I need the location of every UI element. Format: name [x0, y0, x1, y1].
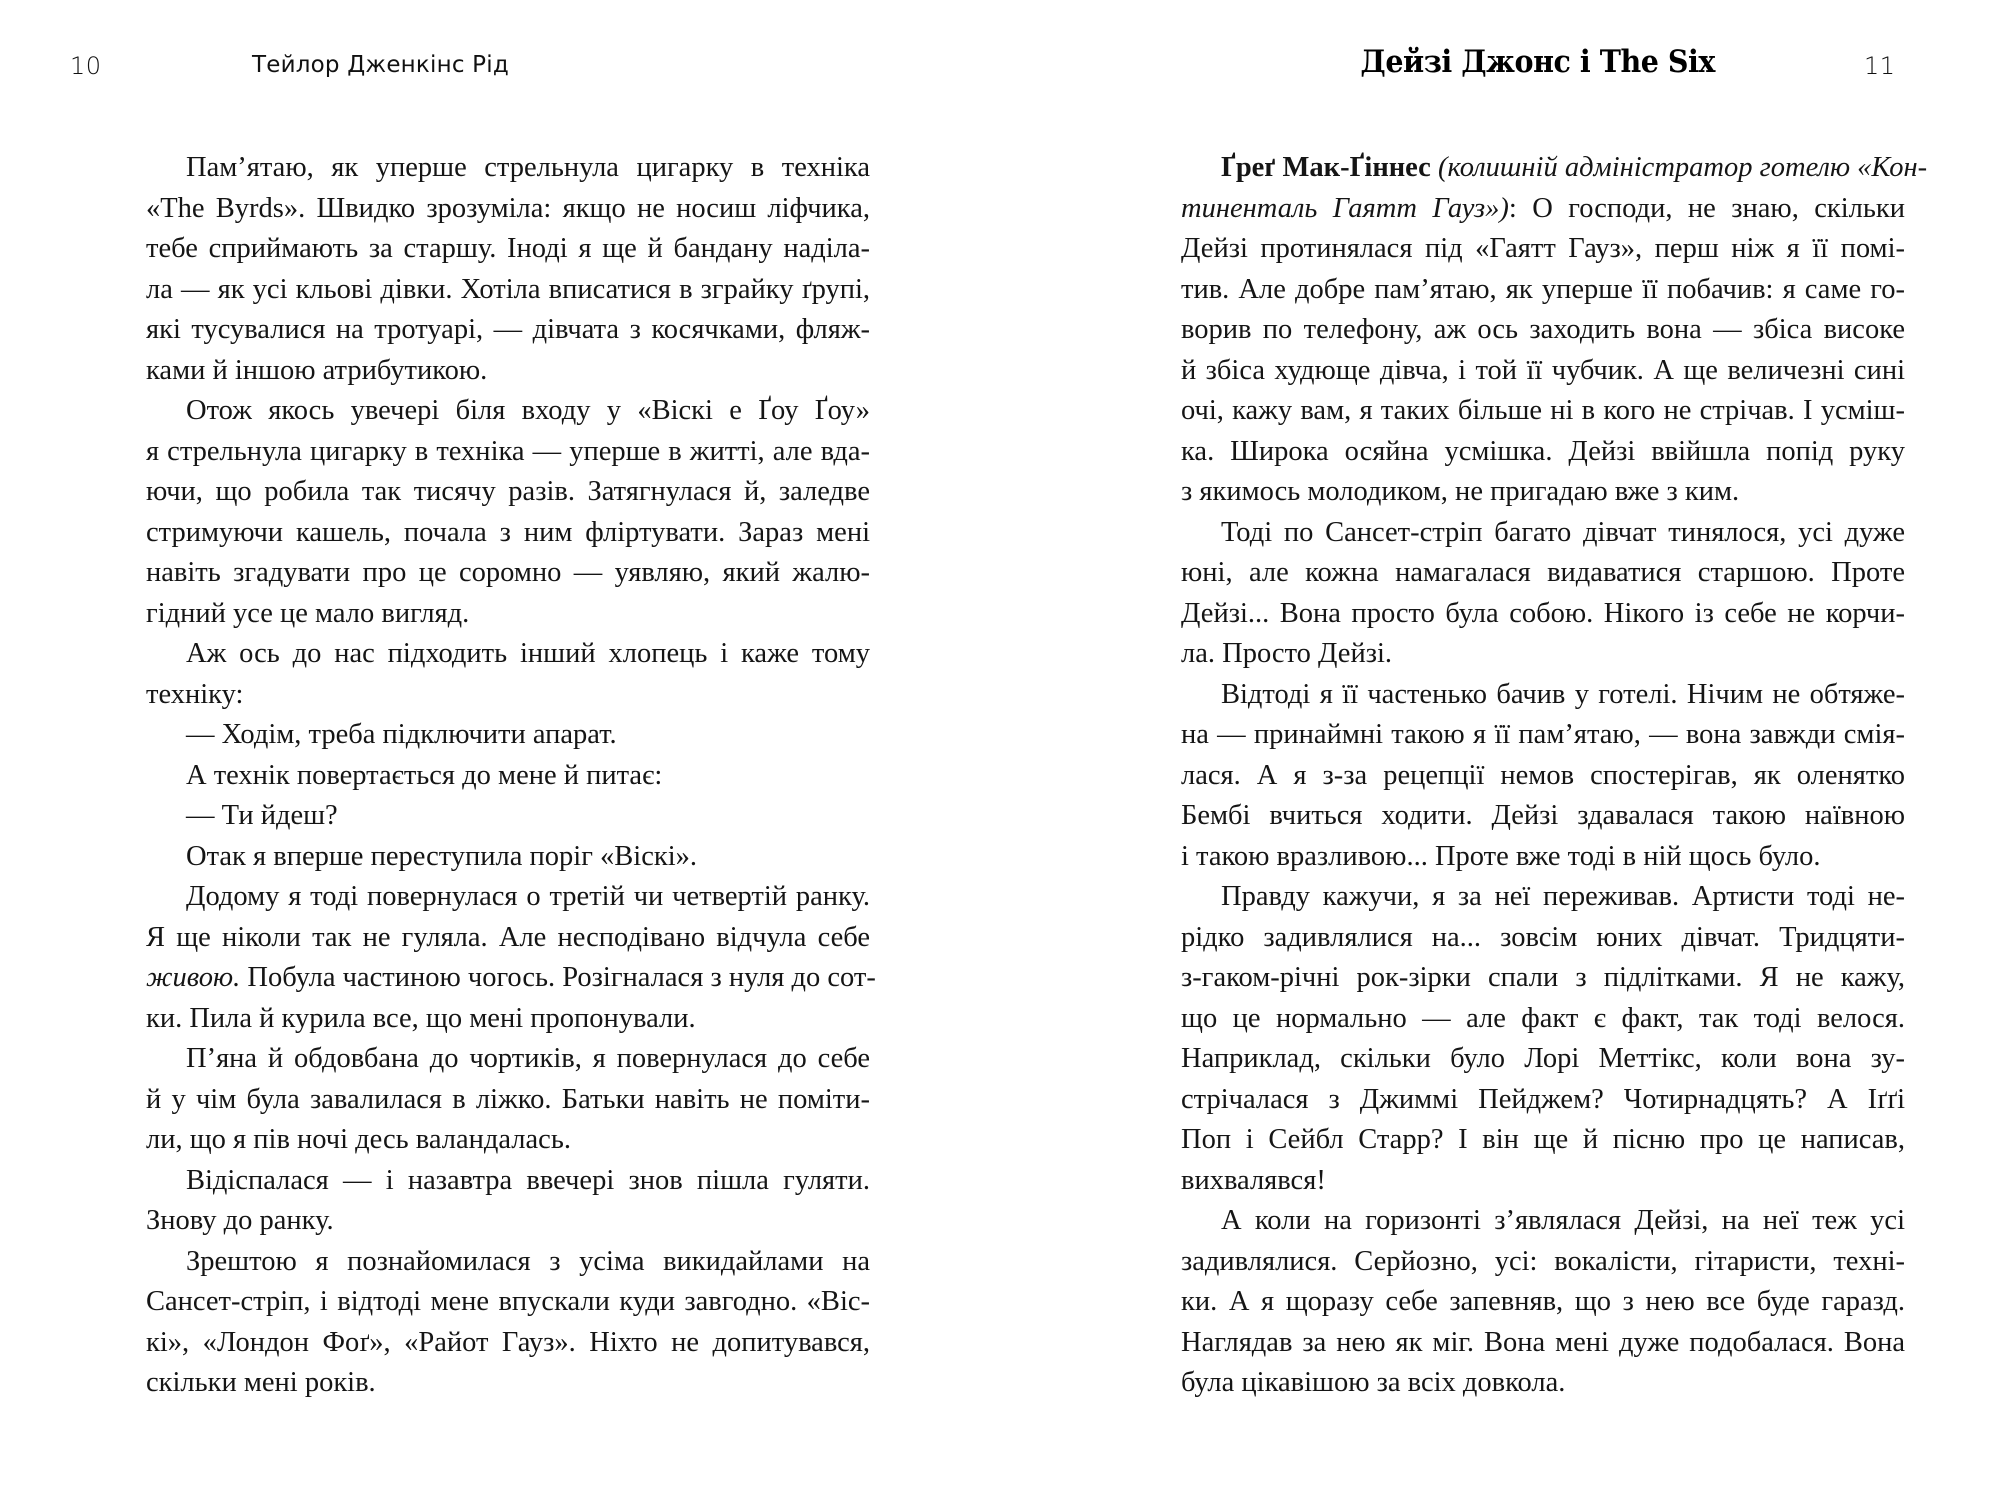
text-line: які тусувалися на тротуарі, — дівчата з косячками, фляж-	[146, 314, 870, 345]
text-line: «The Byrds». Швидко зрозуміла: якщо не носиш ліфчика,	[146, 192, 870, 224]
paragraph	[106, 1242, 870, 1404]
text-line: ворив по телефону, аж ось заходить вона — збіса високе	[1181, 314, 1905, 345]
text-line: А технік повертається до мене й питає:	[186, 759, 663, 791]
text-line: я стрельнула цигарку в техніка — уперше в житті, але вда-	[146, 435, 870, 467]
text-line: задивлялися. Серйозно, усі: вокалісти, гітаристи, техні-	[1181, 1245, 1905, 1277]
text-line: П’яна й обдовбана до чортиків, я повернулася до себе	[186, 1043, 870, 1074]
text-line: Поп і Сейбл Старр? І він ще й пісню про це написав,	[1181, 1124, 1905, 1155]
text-line: ючи, що робила так тисячу разів. Затягнулася й, заледве	[146, 476, 870, 507]
speaker-line	[1141, 189, 1905, 230]
right-page-body	[1141, 148, 1928, 1404]
running-head-author: Тейлор Дженкінс Рід	[252, 52, 509, 78]
dialogue-line	[106, 715, 870, 756]
paragraph	[1141, 675, 1905, 878]
paragraph	[106, 634, 870, 715]
page-number-right: 11	[1864, 52, 1896, 80]
text-line: на — принаймні такою я її пам’ятаю, — вона завжди смія-	[1181, 719, 1905, 750]
speaker-line	[1141, 148, 1928, 189]
text-line: навіть згадувати про це соромно — уявляю, який жалю-	[146, 557, 870, 588]
paragraph	[1141, 513, 1905, 675]
speaker-name: Ґреґ Мак-Ґіннес	[1221, 152, 1431, 183]
text-line: тебе сприймають за старшу. Іноді я ще й бандану наділа-	[146, 233, 870, 264]
text-line: Тоді по Сансет-стріп багато дівчат тинялося, усі дуже	[1221, 516, 1905, 548]
text-line: вихвалявся!	[1181, 1164, 1326, 1196]
text-line: А коли на горизонті з’являлася Дейзі, на неї теж усі	[1221, 1205, 1905, 1236]
text-line: Відтоді я її частенько бачив у готелі. Нічим не обтяже-	[1221, 678, 1905, 710]
running-head-title: Дейзі Джонс і The Six	[1360, 44, 1715, 80]
paragraph	[106, 1039, 870, 1161]
text-line: й у чім була завалилася в ліжко. Батьки навіть не поміти-	[146, 1083, 870, 1115]
text-line: скільки мені років.	[146, 1367, 376, 1398]
paragraph	[106, 756, 870, 797]
paragraph	[106, 877, 876, 1039]
paragraph	[1141, 148, 1928, 513]
text-line: рідко задивлялися на... зовсім юних дівчат. Тридцяти-	[1181, 921, 1905, 953]
text-line: Зрештою я познайомилася з усіма викидайлами на	[186, 1245, 870, 1277]
text-line: стримуючи кашель, почала з ним фліртувати. Зараз мені	[146, 516, 870, 548]
text-line: і такою вразливою... Проте вже тоді в ній щось було.	[1181, 840, 1821, 872]
text-line: Бембі вчиться ходити. Дейзі здавалася такою наївною	[1181, 800, 1905, 831]
text-line: ками й іншою атрибутикою.	[146, 354, 488, 386]
text-line: Правду кажучи, я за неї переживав. Артисти тоді не-	[1221, 881, 1905, 912]
text-line: юні, але кожна намагалася видаватися старшою. Проте	[1181, 557, 1905, 588]
text-line-mixed	[106, 958, 876, 999]
paragraph	[106, 1161, 870, 1242]
text-line: ки. А я щоразу себе запевняв, що з нею все буде гаразд.	[1181, 1286, 1905, 1317]
paragraph	[106, 837, 870, 878]
text-line: Відіспалася — і назавтра ввечері знов пішла гуляти.	[186, 1164, 870, 1196]
text-line: Отож якось увечері біля входу у «Віскі е Ґоу Ґоу»	[186, 395, 870, 426]
text-line: з-гаком-річні рок-зірки спали з підлітками. Я не кажу,	[1181, 962, 1905, 993]
text-line: Наглядав за нею як міг. Вона мені дуже подобалася. Вона	[1181, 1326, 1905, 1358]
text-line: Пам’ятаю, як уперше стрельнула цигарку в техніка	[186, 152, 870, 183]
text-line: з якимось молодиком, не пригадаю вже з ким.	[1181, 476, 1740, 507]
page-number-left: 10	[70, 52, 102, 80]
text-line: гідний усе це мало вигляд.	[146, 597, 470, 629]
speaker-role: (колишній адміністратор готелю «Кон-	[1437, 152, 1928, 183]
paragraph	[1141, 877, 1905, 1201]
text-line: ли, що я пів ночі десь валандалась.	[146, 1124, 571, 1155]
right-page	[1000, 0, 2000, 1500]
text-line: Дейзі... Вона просто була собою. Нікого із себе не корчи-	[1181, 597, 1905, 629]
text-line: ка. Широка осяйна усмішка. Дейзі ввійшла попід руку	[1181, 435, 1905, 467]
text-line: техніку:	[146, 678, 244, 710]
text-line: й збіса худюще дівча, і той її чубчик. А ще величезні сині	[1181, 354, 1905, 386]
dialogue-line	[106, 796, 870, 837]
text-line: ки. Пила й курила все, що мені пропонували.	[146, 1002, 696, 1034]
text-line: була цікавішою за всіх довкола.	[1181, 1367, 1566, 1398]
text-line: Я ще ніколи так не гуляла. Але несподівано відчула себе	[146, 921, 870, 953]
paragraph	[106, 391, 870, 634]
text-line: тив. Але добре пам’ятаю, як уперше її побачив: я саме го-	[1181, 273, 1905, 305]
paragraph	[1141, 1201, 1905, 1404]
text-line: Знову до ранку.	[146, 1205, 334, 1236]
text-fragment: Побула частиною чогось. Розігналася з нуля до сот-	[247, 962, 876, 993]
paragraph	[106, 148, 870, 391]
emphasis-word: живою.	[146, 962, 241, 993]
left-page-body	[106, 148, 876, 1404]
text-line: Аж ось до нас підходить інший хлопець і каже тому	[186, 638, 870, 669]
text-line: — Ти йдеш?	[186, 800, 338, 831]
text-line: Додому я тоді повернулася о третій чи четвертій ранку.	[186, 881, 870, 912]
text-line: кі», «Лондон Фоґ», «Райот Гауз». Ніхто не допитувався,	[146, 1326, 870, 1358]
text-line: стрічалася з Джиммі Пейджем? Чотирнадцять? А Іґґі	[1181, 1083, 1905, 1115]
text-fragment: : О господи, не знаю, скільки	[1508, 192, 1905, 224]
text-line: ла — як усі кльові дівки. Хотіла вписатися в зграйку ґрупі,	[146, 273, 870, 305]
text-line: ла. Просто Дейзі.	[1181, 638, 1393, 669]
text-line: Наприклад, скільки було Лорі Меттікс, коли вона зу-	[1181, 1043, 1905, 1074]
text-line: лася. А я з-за рецепції немов спостерігав, як оленятко	[1181, 759, 1905, 791]
text-line: Отак я вперше переступила поріг «Віскі».	[186, 840, 698, 872]
text-line: що це нормально — але факт є факт, так тоді велося.	[1181, 1002, 1905, 1034]
speaker-role-cont: тиненталь Гаятт Гауз»)	[1181, 192, 1509, 224]
text-line: Сансет-стріп, і відтоді мене впускали куди завгодно. «Віс-	[146, 1286, 870, 1317]
text-line: — Ходім, треба підключити апарат.	[186, 719, 617, 750]
text-line: очі, кажу вам, я таких більше ні в кого не стрічав. І усміш-	[1181, 395, 1905, 426]
text-line: Дейзі протинялася під «Гаятт Гауз», перш ніж я її помі-	[1181, 233, 1905, 264]
